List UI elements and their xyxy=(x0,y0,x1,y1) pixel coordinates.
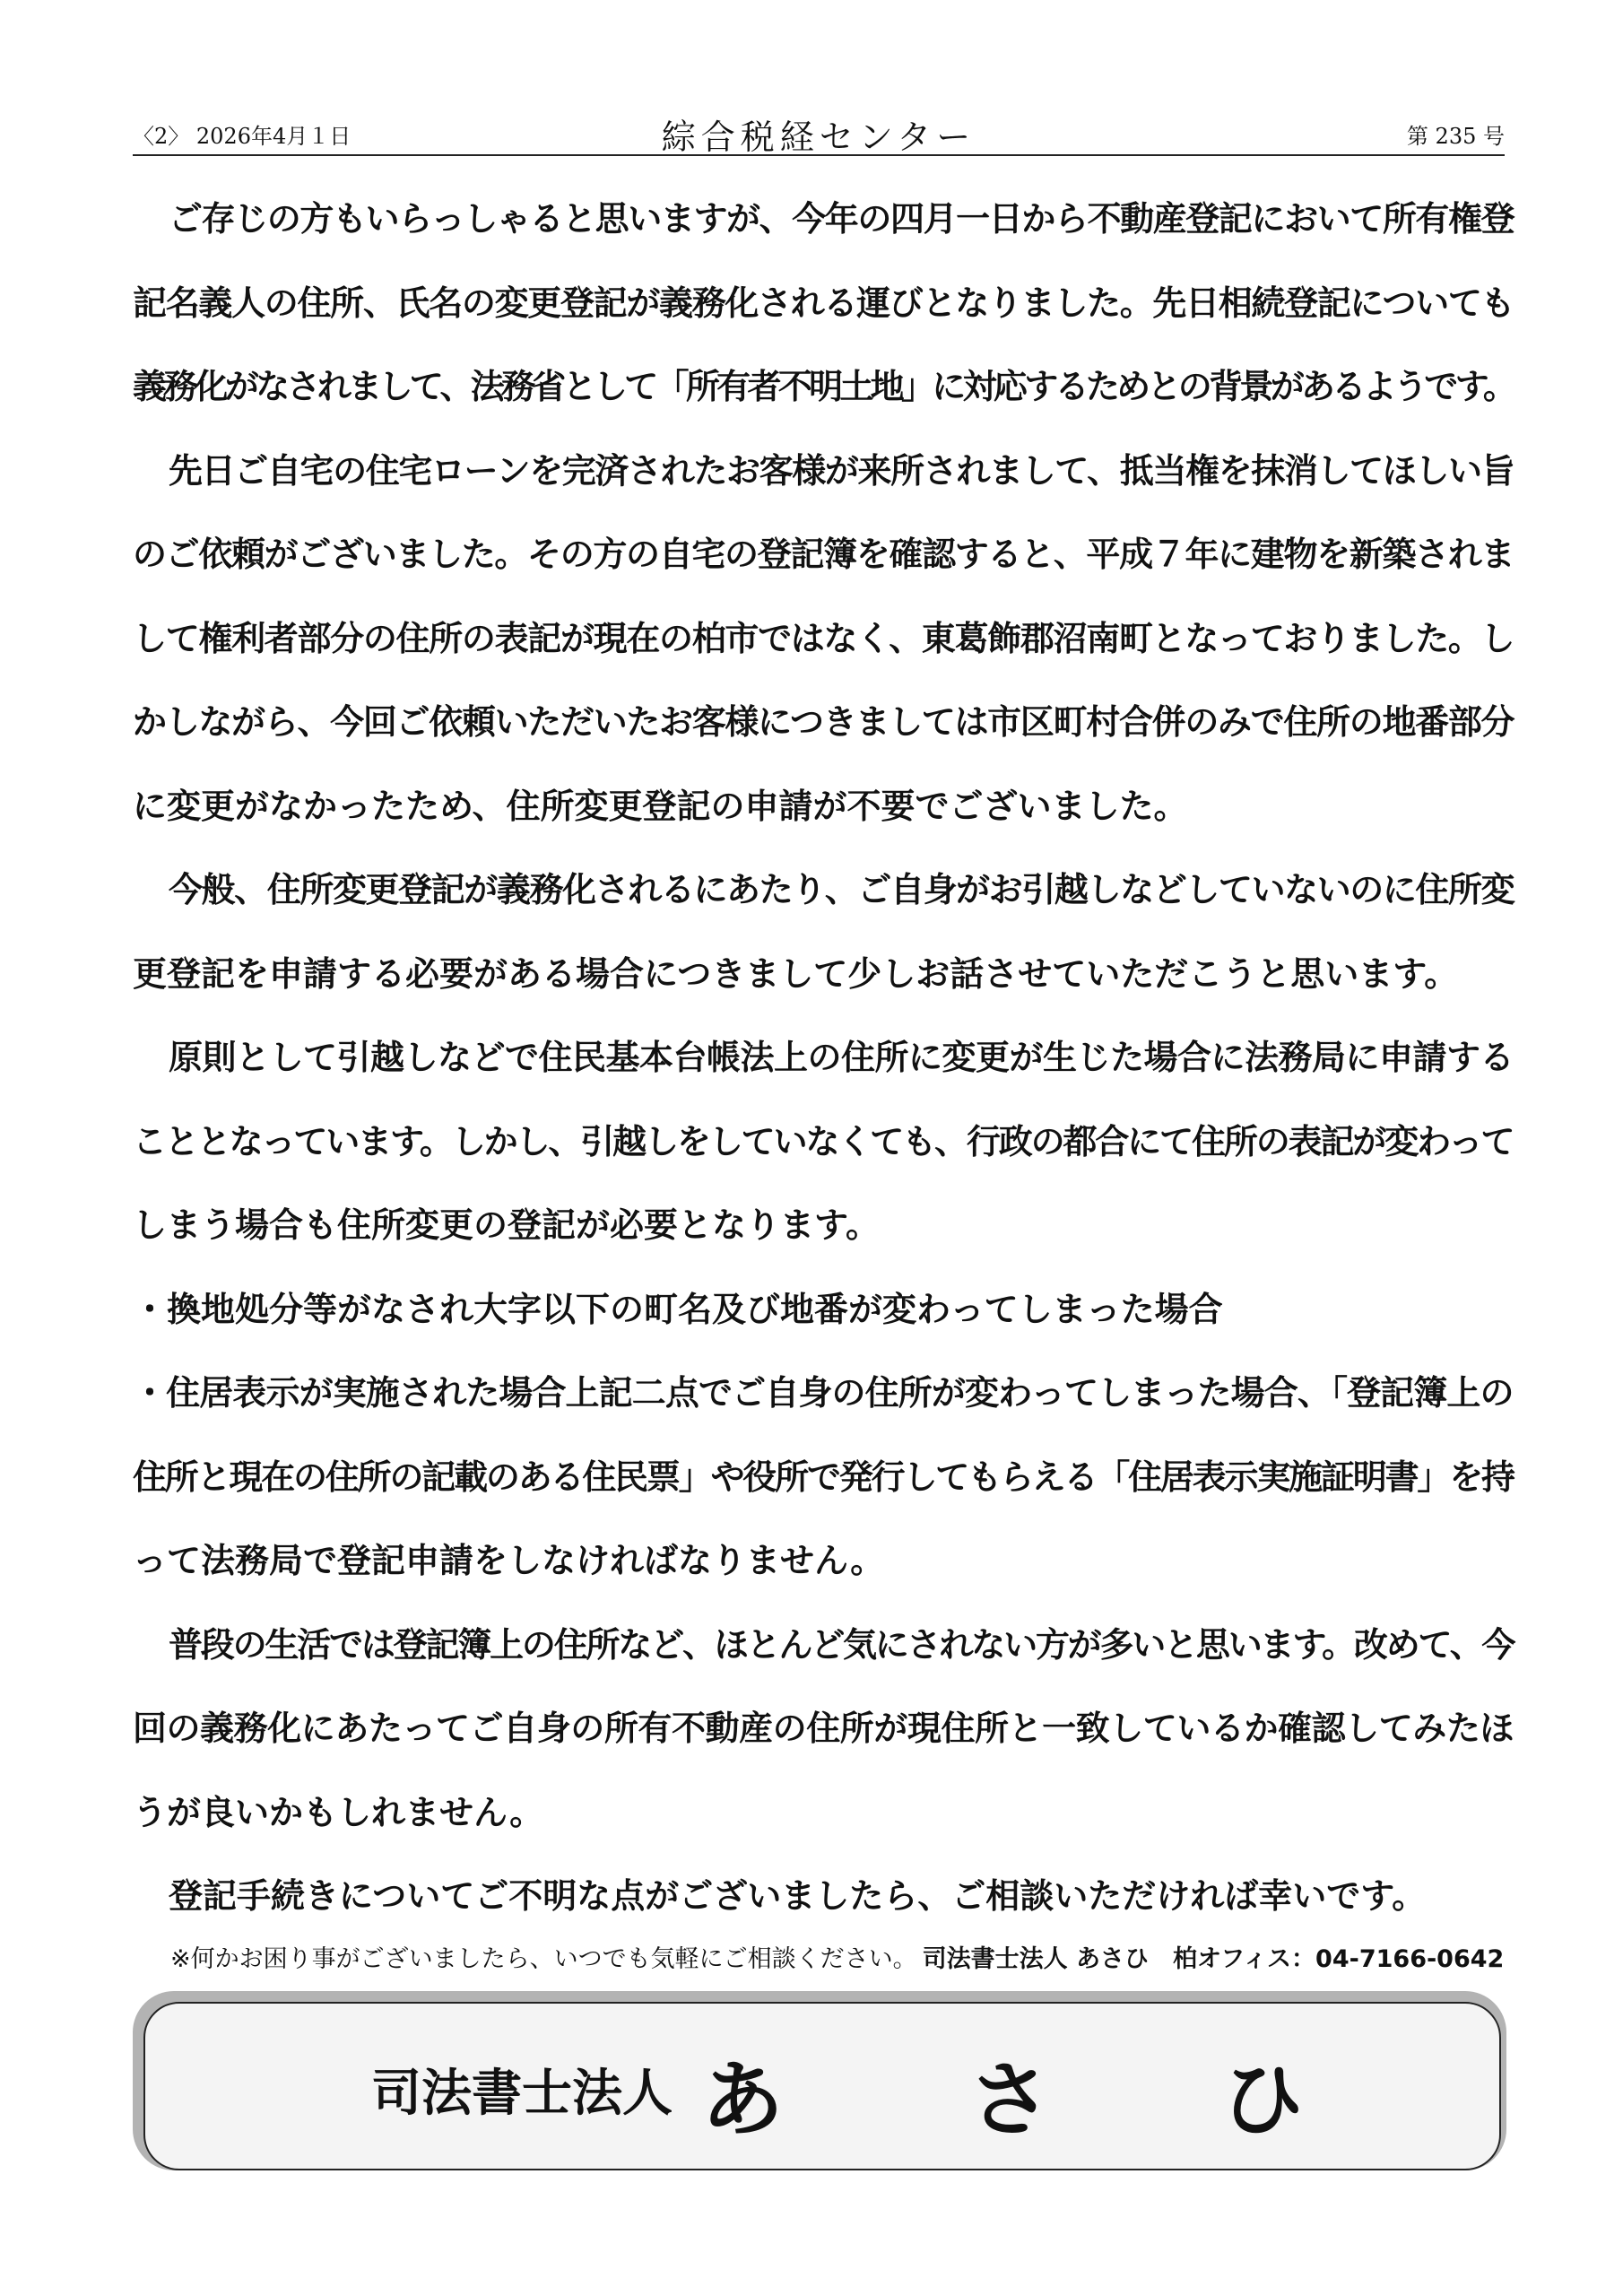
body-line: ご存じの方もいらっしゃると思いますが、今年の四月一日から不動産登記において所有権登 xyxy=(169,199,1515,239)
body-line: 義務化がなされまして、法務省として「所有者不明土地」に対応するためとの背景があるようです。 xyxy=(133,367,1515,406)
contact-note-text: ※何かお困り事がございましたら、いつでも気軽にご相談ください。 xyxy=(170,1945,917,1973)
name-kana-sa: さ xyxy=(968,2051,1052,2148)
issue-date: 〈2〉 2026年4月１日 xyxy=(133,124,352,149)
body-line: 記名義人の住所、氏名の変更登記が義務化される運びとなりました。先日相続登記についても xyxy=(133,283,1515,323)
office-contact: 司法書士法人 あさひ 柏オフィス：04-7166-0642 xyxy=(922,1945,1505,1973)
corp-label: 司法書士法人 xyxy=(371,2064,673,2123)
body-line: のご依頼がございました。その方の自宅の登記簿を確認すると、平成７年に建物を新築されま xyxy=(133,535,1515,574)
body-line: 原則として引越しなどで住民基本台帳法上の住所に変更が生じた場合に法務局に申請する xyxy=(169,1038,1515,1077)
page-header xyxy=(133,108,1505,156)
article-body xyxy=(133,178,1514,1939)
publication-title: 綜合税経センター xyxy=(661,117,976,157)
contact-note xyxy=(170,1939,1506,1974)
issue-number: 第 235 号 xyxy=(1406,124,1505,149)
bullet-line: ・住居表示が実施された場合上記二点でご自身の住所が変わってしまった場合、「登記簿上の xyxy=(133,1373,1514,1413)
body-line: して権利者部分の住所の表記が現在の柏市ではなく、東葛飾郡沼南町となっておりました。し xyxy=(133,618,1515,658)
name-kana-hi: ひ xyxy=(1221,2051,1305,2148)
body-line: って法務局で登記申請をしなければなりません。 xyxy=(133,1541,885,1580)
body-line: 今般、住所変更登記が義務化されるにあたり、ご自身がお引越しなどしていないのに住所変 xyxy=(169,870,1515,909)
body-line: 回の義務化にあたってご自身の所有不動産の住所が現住所と一致しているか確認してみたほ xyxy=(133,1709,1514,1748)
body-line: 住所と現在の住所の記載のある住民票」や役所で発行してもらえる「住居表示実施証明書」を持 xyxy=(133,1457,1514,1497)
body-line: に変更がなかったため、住所変更登記の申請が不要でございました。 xyxy=(133,786,1188,826)
body-line: しまう場合も住所変更の登記が必要となります。 xyxy=(133,1205,880,1245)
body-line: 登記手続きについてご不明な点がございましたら、ご相談いただければ幸いです。 xyxy=(169,1876,1427,1916)
body-line: かしながら、今回ご依頼いただいたお客様につきましては市区町村合併のみで住所の地番部分 xyxy=(133,702,1515,742)
bullet-line: ・換地処分等がなされ大字以下の町名及び地番が変わってしまった場合 xyxy=(133,1289,1223,1329)
name-box xyxy=(143,2002,1501,2170)
name-kana-a: あ xyxy=(701,2051,785,2148)
body-line: 更登記を申請する必要がある場合につきまして少しお話させていただこうと思います。 xyxy=(133,953,1459,994)
body-line: 普段の生活では登記簿上の住所など、ほとんど気にされない方が多いと思います。改めて、今 xyxy=(169,1624,1515,1665)
body-line: 先日ご自宅の住宅ローンを完済されたお客様が来所されまして、抵当権を抹消してほしい旨 xyxy=(169,450,1515,491)
body-line: うが良いかもしれません。 xyxy=(133,1792,544,1832)
body-line: こととなっています。しかし、引越しをしていなくても、行政の都合にて住所の表記が変わって xyxy=(133,1121,1514,1161)
